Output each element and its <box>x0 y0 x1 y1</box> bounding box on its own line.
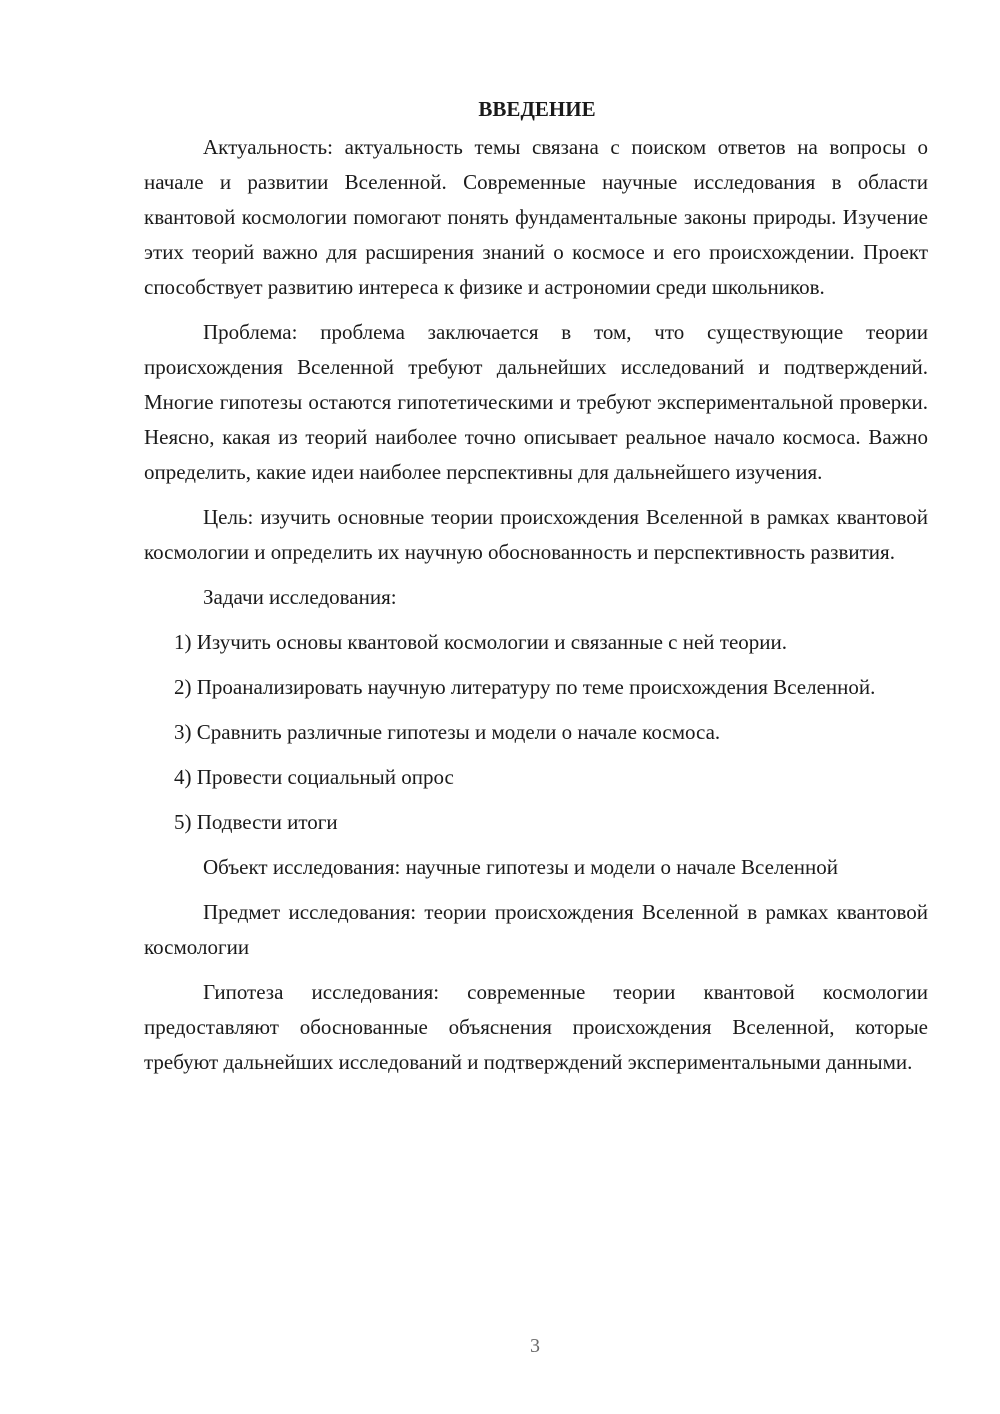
page-number: 3 <box>530 1335 540 1357</box>
paragraph-problem: Проблема: проблема заключается в том, что существующие теории происхождения Вселенной требуют дальнейших исследований и подтверждений. Многие гипотезы остаются гипотетическими и требуют экспериментальной проверки. Неясно, какая из теорий наиболее точно описывает реальное начало космоса. Важно определить, какие идеи наиболее перспективны для дальнейшего изучения. <box>144 320 928 484</box>
task-item-3: 3) Сравнить различные гипотезы и модели о начале космоса. <box>174 720 721 744</box>
page-title: ВВЕДЕНИЕ <box>478 97 596 121</box>
paragraph-goal: Цель: изучить основные теории происхождения Вселенной в рамках квантовой космологии и определить их научную обоснованность и перспективность развития. <box>144 505 928 564</box>
paragraph-subject: Предмет исследования: теории происхождения Вселенной в рамках квантовой космологии <box>144 900 928 959</box>
paragraph-tasks-heading: Задачи исследования: <box>203 585 397 609</box>
task-item-5: 5) Подвести итоги <box>174 810 338 834</box>
task-item-1: 1) Изучить основы квантовой космологии и связанные с ней теории. <box>174 630 788 654</box>
page-content <box>144 94 928 1080</box>
paragraph-object: Объект исследования: научные гипотезы и модели о начале Вселенной <box>203 855 838 879</box>
task-item-2: 2) Проанализировать научную литературу по теме происхождения Вселенной. <box>174 675 876 699</box>
paragraph-relevance: Актуальность: актуальность темы связана с поиском ответов на вопросы о начале и развитии Вселенной. Современные научные исследования в области квантовой космологии помогают понять фундаментальные законы природы. Изучение этих теорий важно для расширения знаний о космосе и его происхождении. Проект способствует развитию интереса к физике и астрономии среди школьников. <box>144 135 928 299</box>
paragraph-hypothesis: Гипотеза исследования: современные теории квантовой космологии предоставляют обоснованные объяснения происхождения Вселенной, которые требуют дальнейших исследований и подтверждений экспериментальными данными. <box>144 980 928 1074</box>
task-item-4: 4) Провести социальный опрос <box>174 765 454 789</box>
